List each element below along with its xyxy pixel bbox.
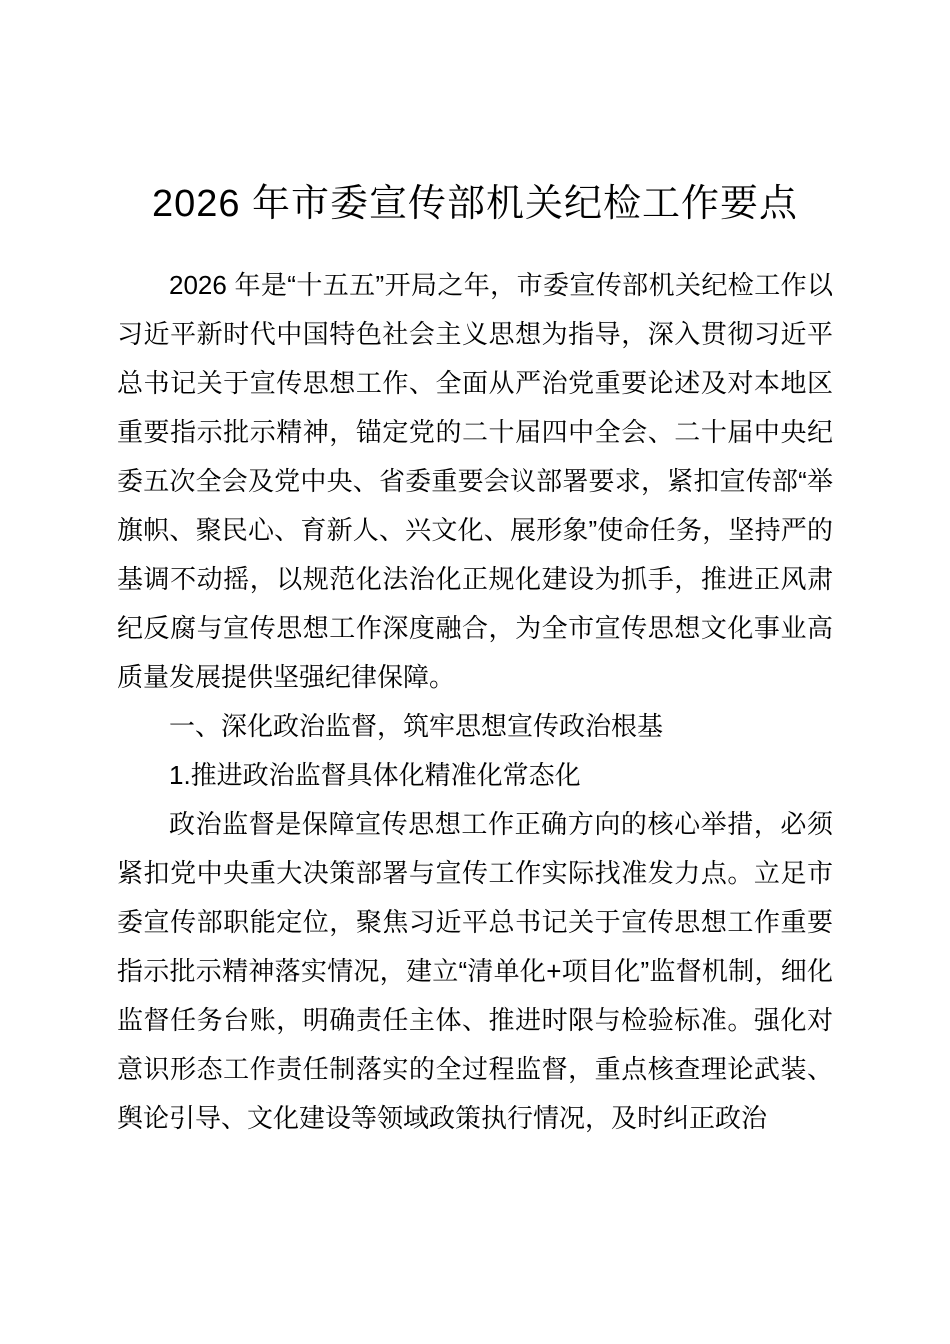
paragraph-opening: 2026 年是“十五五”开局之年，市委宣传部机关纪检工作以习近平新时代中国特色社会主义思想为指导，深入贯彻习近平总书记关于宣传思想工作、全面从严治党重要论述及对本地区重要指示批示精神，锚定党的二十届四中全会、二十届中央纪委五次全会及党中央、省委重要会议部署要求，紧扣宣传部“举旗帜、聚民心、育新人、兴文化、展形象”使命任务，坚持严的基调不动摇，以规范化法治化正规化建设为抓手，推进正风肃纪反腐与宣传思想工作深度融合，为全市宣传思想文化事业高质量发展提供坚强纪律保障。 (117, 270, 833, 692)
subsection-heading: 1.推进政治监督具体化精准化常态化 (169, 760, 581, 790)
document-content (117, 0, 833, 1143)
section-heading: 一、深化政治监督，筑牢思想宣传政治根基 (169, 711, 664, 741)
document-title: 2026 年市委宣传部机关纪检工作要点 (151, 183, 799, 225)
paragraph-body: 政治监督是保障宣传思想工作正确方向的核心举措，必须紧扣党中央重大决策部署与宣传工作实际找准发力点。立足市委宣传部职能定位，聚焦习近平总书记关于宣传思想工作重要指示批示精神落实情况，建立“清单化+项目化”监督机制，细化监督任务台账，明确责任主体、推进时限与检验标准。强化对意识形态工作责任制落实的全过程监督，重点核查理论武装、舆论引导、文化建设等领域政策执行情况，及时纠正政治 (117, 809, 833, 1133)
